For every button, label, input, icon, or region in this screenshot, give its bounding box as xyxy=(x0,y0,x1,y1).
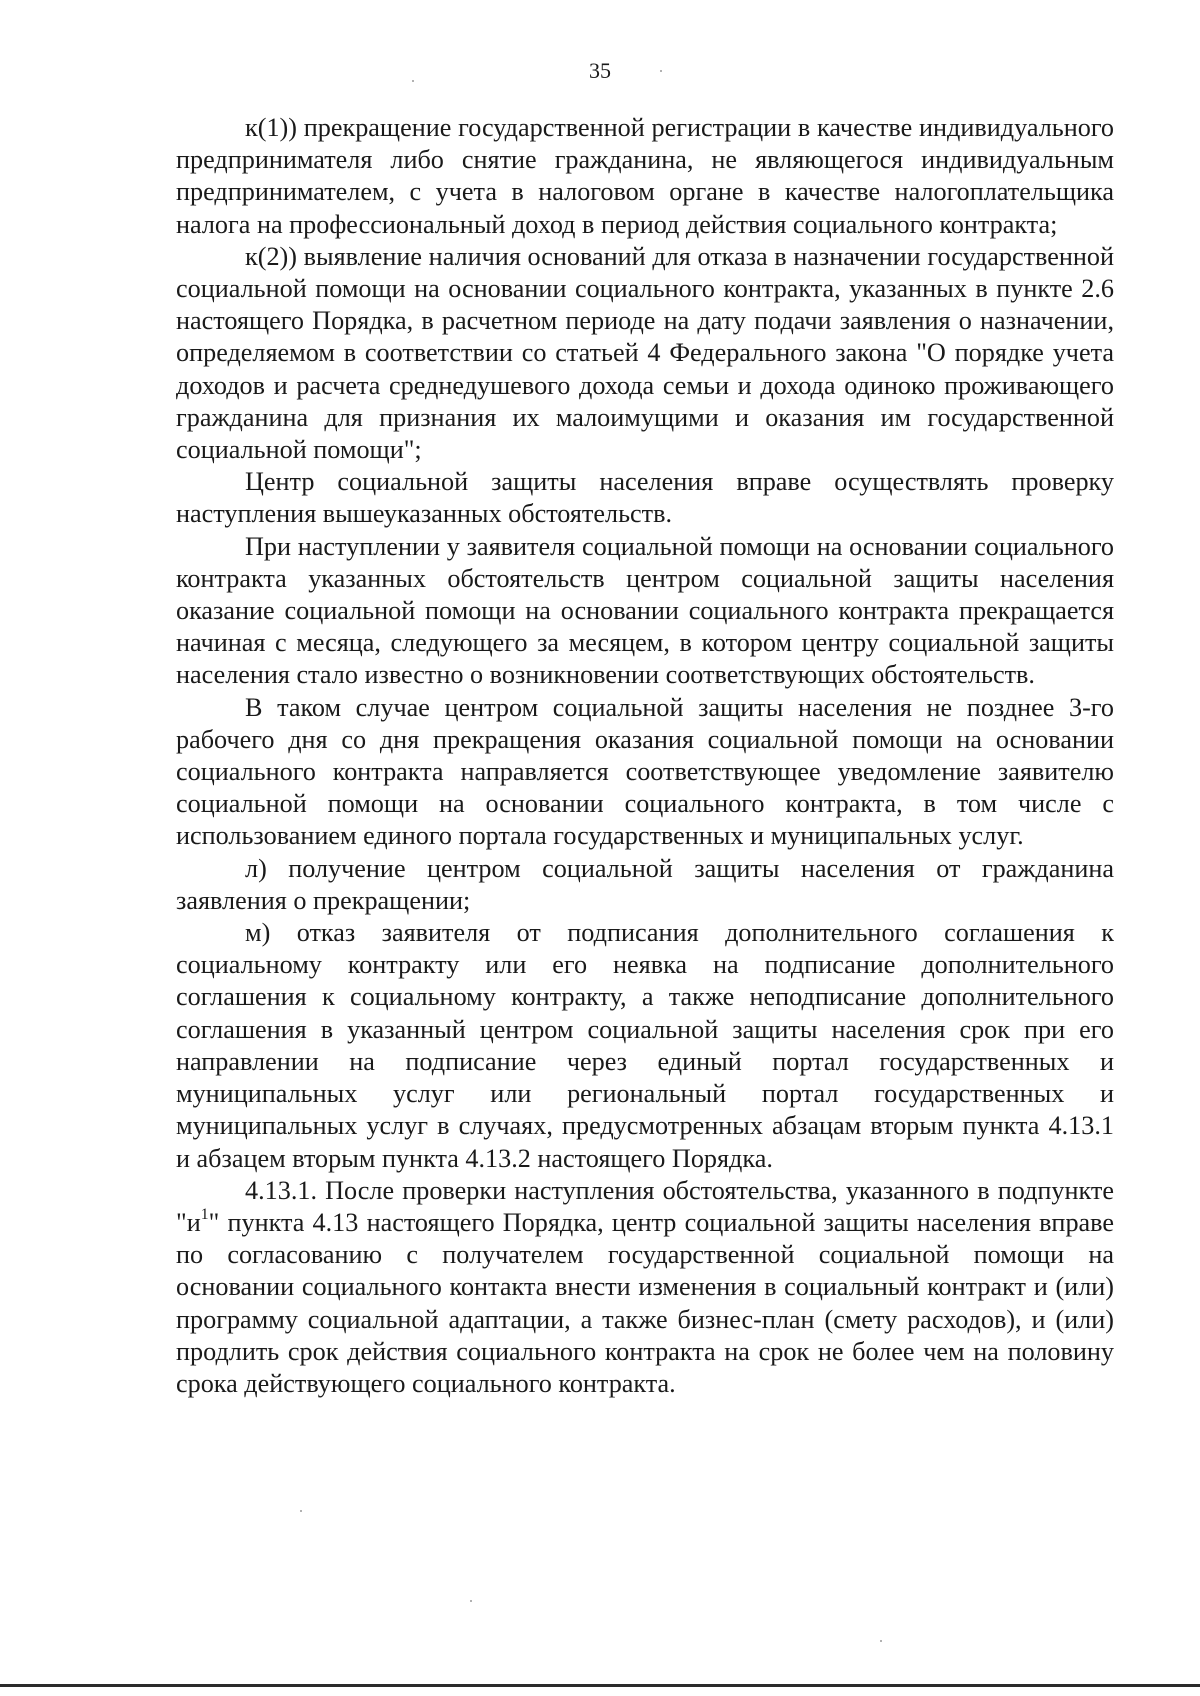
paragraph-l: л) получение центром социальной защиты населения от гражданина заявления о прекращении; xyxy=(176,853,1114,915)
scan-speck xyxy=(880,1640,882,1642)
paragraph-4-13-1 xyxy=(176,1175,1114,1400)
paragraph-termination: При наступлении у заявителя социальной помощи на основании социального контракта указанных обстоятельств центром социальной защиты населения оказание социальной помощи на основании социального контракта прекращается начиная с месяца, следующего за месяцем, в котором центру социальной защиты населения стало известно о возникновении соответствующих обстоятельств. xyxy=(176,531,1114,690)
scan-speck xyxy=(300,1510,302,1512)
paragraph-notification: В таком случае центром социальной защиты населения не позднее 3-го рабочего дня со дня прекращения оказания социальной помощи на основании социального контракта направляется соответствующее уведомление заявителю социальной помощи на основании социального контракта, в том числе с использованием единого портала государственных и муниципальных услуг. xyxy=(176,692,1114,851)
scan-speck xyxy=(660,70,662,72)
scan-edge-line xyxy=(0,1684,1200,1687)
scan-speck xyxy=(412,80,414,82)
paragraph-k2: к(2)) выявление наличия оснований для отказа в назначении государственной социальной помощи на основании социального контракта, указанных в пункте 2.6 настоящего Порядка, в расчетном периоде на дату подачи заявления о назначении, определяемом в соответствии со статьей 4 Федерального закона "О порядке учета доходов и расчета среднедушевого дохода семьи и дохода одиноко проживающего гражданина для признания их малоимущими и оказания им государственной социальной помощи"; xyxy=(176,241,1114,465)
paragraph-m: м) отказ заявителя от подписания дополнительного соглашения к социальному контракту или его неявка на подписание дополнительного соглашения к социальному контракту, а также неподписание дополнительного соглашения в указанный центром социальной защиты населения срок при его направлении на подписание через единый портал государственных и муниципальных услуг или региональный портал государственных и муниципальных услуг в случаях, предусмотренных абзацам вторым пункта 4.13.1 и абзацем вторым пункта 4.13.2 настоящего Порядка. xyxy=(176,918,1114,1173)
paragraph-verification: Центр социальной защиты населения вправе осуществлять проверку наступления вышеуказанных обстоятельств. xyxy=(176,467,1114,529)
paragraph-4-13-1-start: 4.13.1. После проверки наступления обстоятельства, указанного в подпункте "и xyxy=(176,1175,1114,1237)
paragraph-4-13-1-end: " пункта 4.13 настоящего Порядка, центр социальной защиты населения вправе по согласованию с получателем государственной социальной помощи на основании социального контакта внести изменения в социальный контракт и (или) программу социальной адаптации, а также бизнес-план (смету расходов), и (или) продлить срок действия социального контракта на срок не более чем на половину срока действующего социального контракта. xyxy=(176,1207,1114,1398)
superscript-one: 1 xyxy=(200,1206,209,1224)
document-body xyxy=(176,112,1114,1400)
scan-speck xyxy=(470,1600,472,1602)
page-number: 35 xyxy=(589,58,611,83)
paragraph-k1: к(1)) прекращение государственной регистрации в качестве индивидуального предпринимателя либо снятие гражданина, не являющегося индивидуальным предпринимателем, с учета в налоговом органе в качестве налогоплательщика налога на профессиональный доход в период действия социального контракта; xyxy=(176,113,1114,239)
